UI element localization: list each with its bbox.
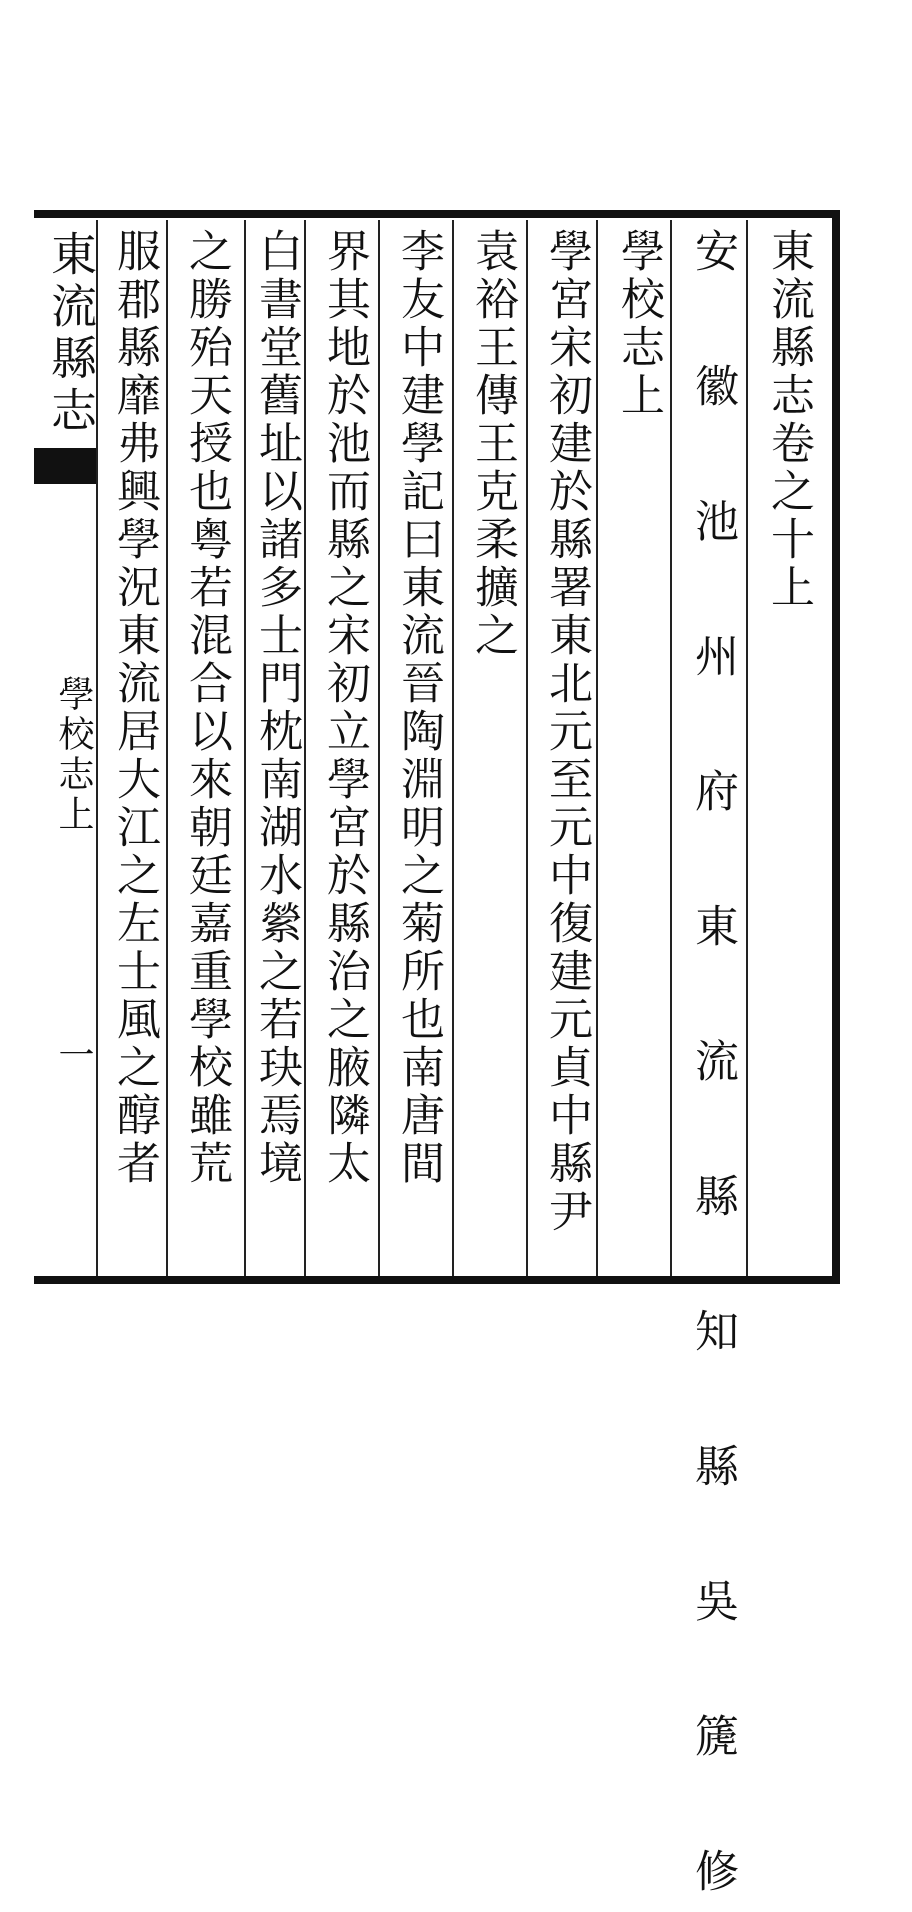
compiler-line: 安 徽 池 州 府 東 流 縣 知 縣 吳 篪 修 [687, 228, 738, 1912]
text-line: 之勝殆天授也粤若混合以來朝廷嘉重學校雖荒 [181, 228, 232, 1188]
top-border [34, 210, 840, 218]
column-rule [670, 220, 672, 1276]
text-line: 白書堂舊址以諸多士門枕南湖水縈之若玦焉境 [251, 228, 302, 1188]
column-rule [378, 220, 380, 1276]
column-rule [452, 220, 454, 1276]
spine-section: 學校志上 [53, 675, 94, 835]
text-line: 學宮宋初建於縣署東北元至元中復建元貞中縣尹 [541, 228, 592, 1236]
column-rule [166, 220, 168, 1276]
text-line: 袁裕王傳王克柔擴之 [467, 228, 518, 660]
text-line: 李友中建學記曰東流晉陶淵明之菊所也南唐間 [393, 228, 444, 1188]
column-rule [746, 220, 748, 1276]
book-page [34, 210, 840, 1912]
column-rule [596, 220, 598, 1276]
column-rule [526, 220, 528, 1276]
fishtail-mark [34, 448, 96, 484]
text-line: 界其地於池而縣之宋初立學宮於縣治之腋隣太 [319, 228, 370, 1188]
section-heading: 學校志上 [613, 228, 664, 420]
book-title: 東流縣志卷之十上 [763, 228, 814, 612]
text-line: 服郡縣靡弗興學況東流居大江之左士風之醇者 [109, 228, 160, 1188]
spine-title: 東流縣志 [44, 230, 98, 438]
right-border [832, 210, 840, 1284]
spine-page-number: 一 [53, 1036, 94, 1072]
spine-column [34, 220, 96, 1276]
